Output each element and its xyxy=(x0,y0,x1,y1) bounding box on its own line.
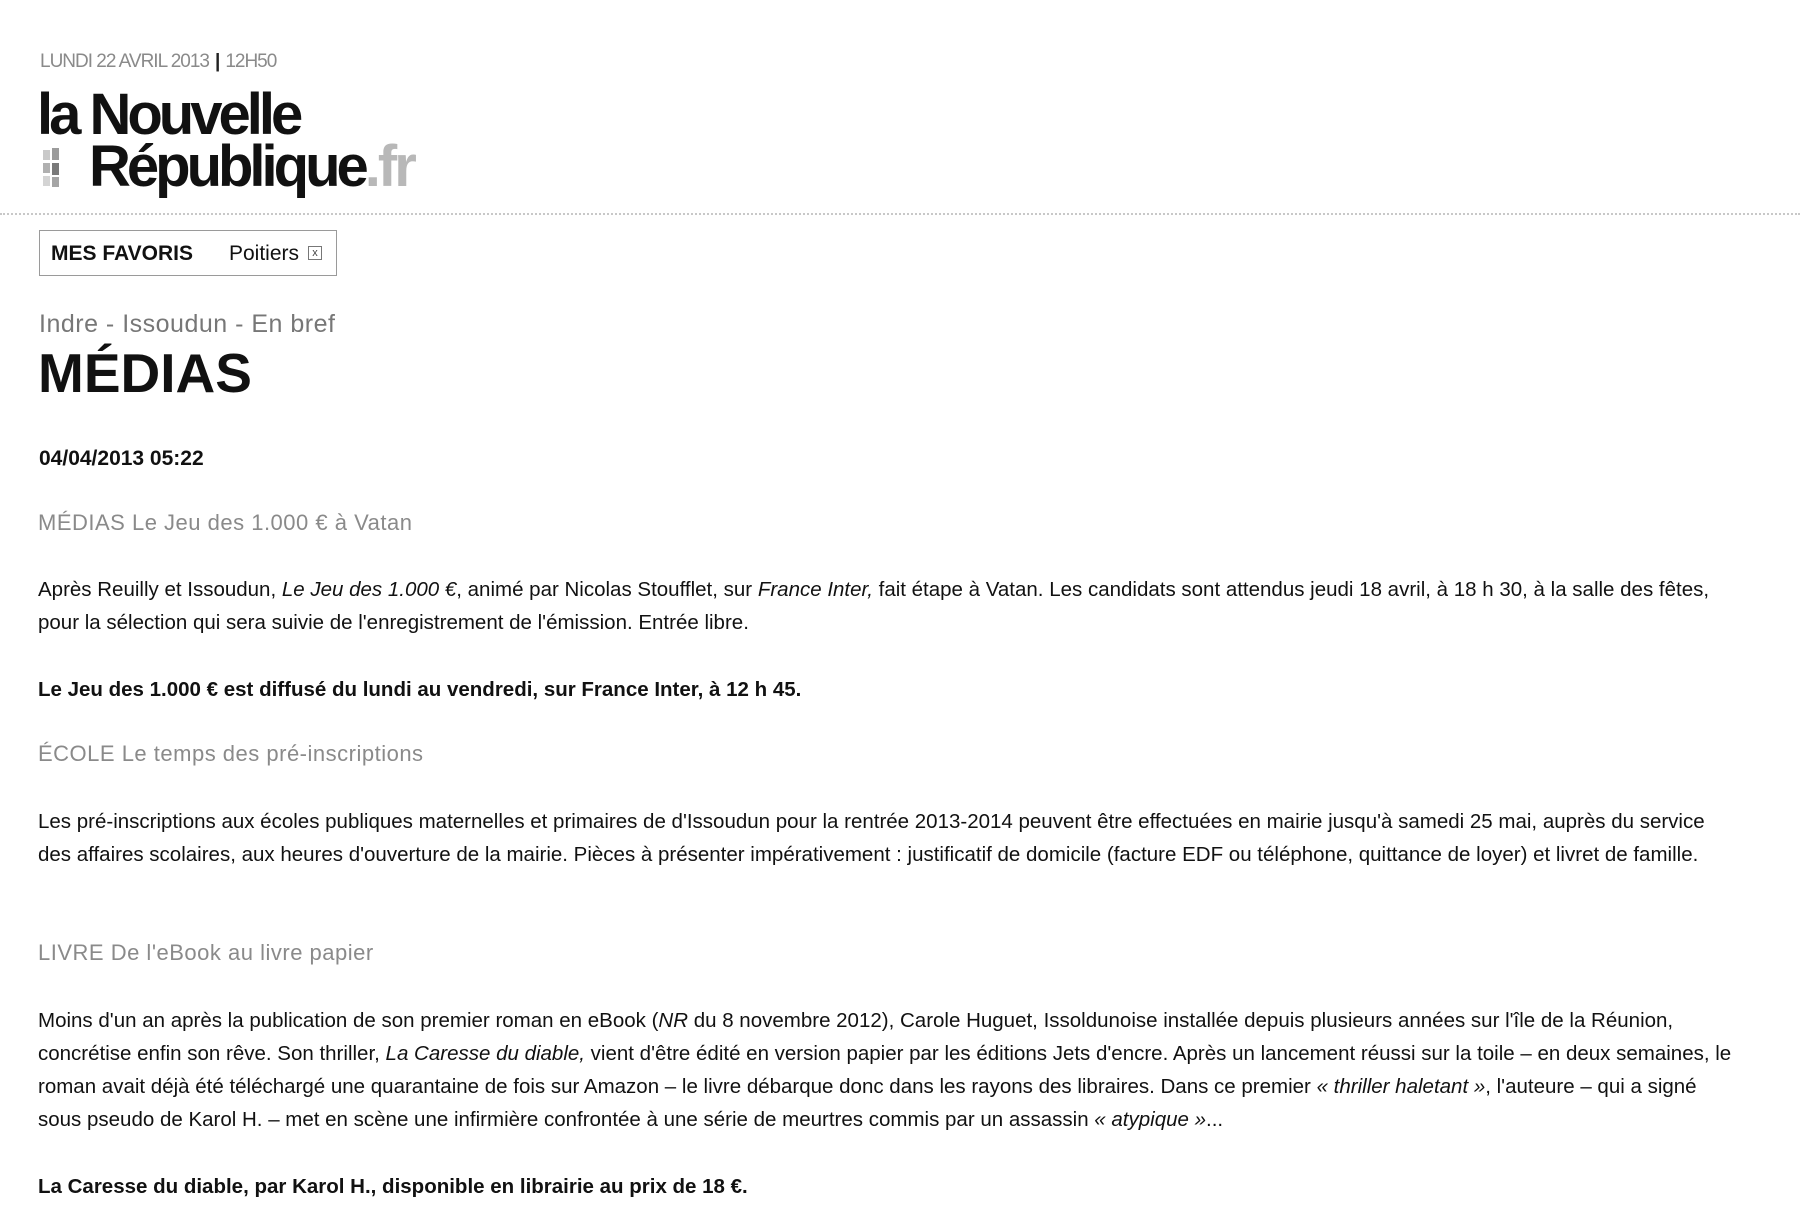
logo-line-2-text: République xyxy=(89,134,365,199)
section-paragraph xyxy=(38,1004,1738,1136)
text-run: fait étape à Vatan. Les candidats sont attendus jeudi 18 avril, à 18 h 30, à la salle des fêtes, pour la sélection qui sera suivie de l'enregistrement de l'émission. Entrée libre. xyxy=(38,578,1710,634)
text-run: La Caresse du diable, xyxy=(385,1042,585,1065)
section-heading: ÉCOLE Le temps des pré-inscriptions xyxy=(38,741,424,766)
page-title: MÉDIAS xyxy=(38,342,252,404)
section-note: Le Jeu des 1.000 € est diffusé du lundi au vendredi, sur France Inter, à 12 h 45. xyxy=(38,678,802,701)
header-date: LUNDI 22 AVRIL 2013 xyxy=(40,51,209,72)
logo-mark-icon xyxy=(41,146,81,190)
section-paragraph: Les pré-inscriptions aux écoles publiques maternelles et primaires de d'Issoudun pour la rentrée 2013-2014 peuvent être effectuées en mairie jusqu'à samedi 25 mai, auprès du service des affaires scolaires, aux heures d'ouverture de la mairie. Pièces à présenter impérativement : justificatif de domicile (facture EDF ou téléphone, quittance de loyer) et livret de famille. xyxy=(38,810,1705,866)
text-run: Moins d'un an après la publication de son premier roman en eBook ( xyxy=(38,1009,659,1032)
favorite-city[interactable]: Poitiers xyxy=(229,242,300,265)
favorites-box xyxy=(39,230,337,276)
text-run: France Inter, xyxy=(757,578,873,601)
text-run: Après Reuilly et Issoudun, xyxy=(38,578,282,601)
site-logo[interactable] xyxy=(37,82,457,201)
logo-line-1: la Nouvelle xyxy=(37,82,300,147)
header-separator: | xyxy=(215,51,220,72)
section-heading: LIVRE De l'eBook au livre papier xyxy=(38,940,374,965)
text-run: « atypique » xyxy=(1094,1108,1206,1131)
text-run: du 8 novembre 2012), Carole Huguet, Issoldunoise installée depuis plusieurs années sur l'île de la Réunion, concrétise enfin son rêve. Son thriller, xyxy=(38,1009,1674,1065)
header-time: 12H50 xyxy=(225,51,277,72)
publish-timestamp: 04/04/2013 05:22 xyxy=(39,447,204,470)
text-run: « thriller haletant » xyxy=(1316,1075,1486,1098)
text-run: ... xyxy=(1206,1108,1224,1131)
header-divider xyxy=(0,213,1800,215)
text-run: NR xyxy=(658,1009,689,1032)
text-run: , animé par Nicolas Stoufflet, sur xyxy=(456,578,758,601)
favorites-label[interactable]: MES FAVORIS xyxy=(51,242,193,265)
section-note: La Caresse du diable, par Karol H., disponible en librairie au prix de 18 €. xyxy=(38,1175,748,1198)
section-heading: MÉDIAS Le Jeu des 1.000 € à Vatan xyxy=(38,510,413,535)
breadcrumb[interactable]: Indre - Issoudun - En bref xyxy=(39,310,336,338)
section-paragraph xyxy=(38,573,1738,639)
logo-tld: .fr xyxy=(364,134,414,199)
text-run: Le Jeu des 1.000 € xyxy=(281,578,457,601)
text-run: vient d'être édité en version papier par les éditions Jets d'encre. Après un lancement réussi sur la toile – en deux semaines, le roman avait déjà été téléchargé une quarantaine de fois sur Amazon – le livre débarque donc dans les rayons des libraires. Dans ce premier xyxy=(38,1042,1732,1098)
close-icon[interactable]: x xyxy=(308,246,322,260)
logo-line-2 xyxy=(89,134,414,199)
dateline xyxy=(40,51,276,73)
text-run: , l'auteure – qui a signé sous pseudo de Karol H. – met en scène une infirmière confrontée à une série de meurtres commis par un assassin xyxy=(38,1075,1697,1131)
